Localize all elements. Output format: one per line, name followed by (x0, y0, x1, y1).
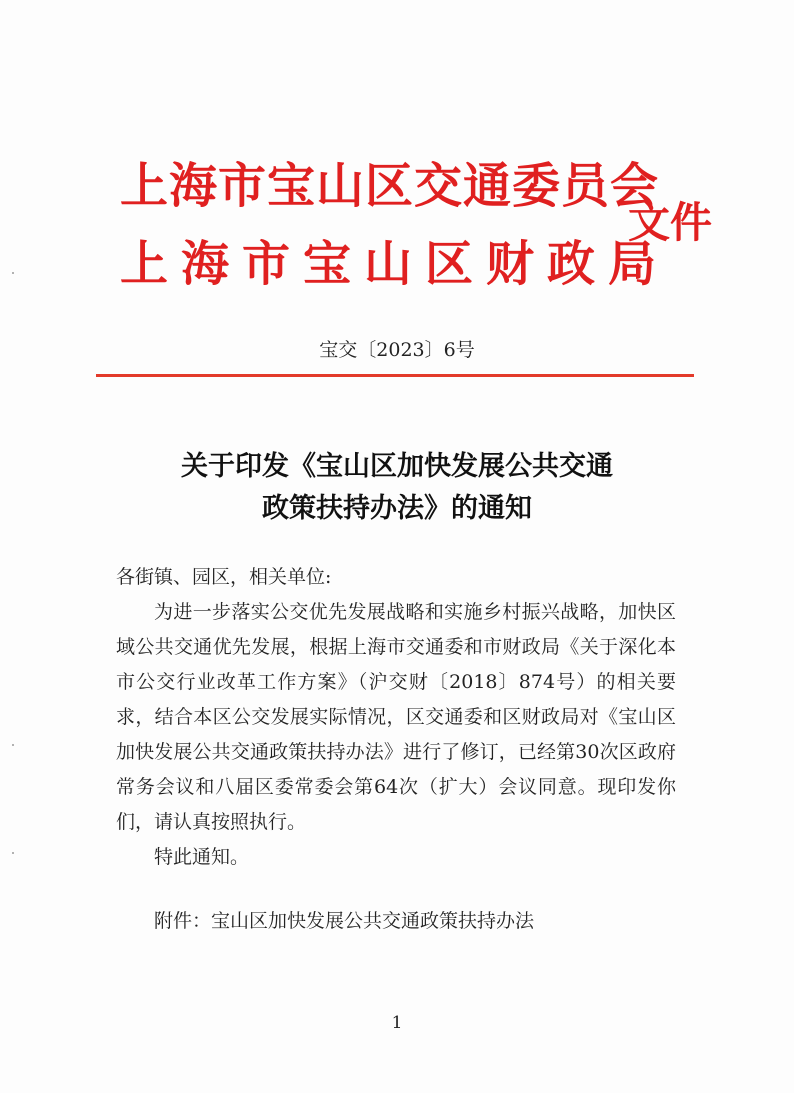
issuer-name-finance-bureau: 上海市宝山区财政局 (120, 236, 670, 292)
attachment-line: 附件：宝山区加快发展公共交通政策扶持办法 (154, 910, 535, 932)
document-number: 宝交〔2023〕6号 (319, 339, 475, 361)
document-title (0, 446, 794, 530)
red-header-divider (96, 374, 694, 377)
document-type-suffix: 文件 (628, 198, 713, 247)
body-paragraph: 为进一步落实公交优先发展战略和实施乡村振兴战略，加快区域公共交通优先发展，根据上海市交通委和市财政局《关于深化本市公交行业改革工作方案》（沪交财〔2018〕874号）的相关要求，结合本区公交发展实际情况，区交通委和区财政局对《宝山区加快发展公共交通政策扶持办法》进行了修订，已经第30次区政府常务会议和八届区委常委会第64次（扩大）会议同意。现印发你们，请认真按照执行。 (116, 601, 676, 833)
closing-remark: 特此通知。 (154, 846, 250, 868)
scan-speck (12, 744, 14, 746)
scan-speck (12, 852, 14, 854)
page-number: 1 (391, 1013, 403, 1033)
title-line-1: 关于印发《宝山区加快发展公共交通 (181, 451, 613, 482)
scan-speck (12, 272, 14, 274)
salutation: 各街镇、园区，相关单位: (116, 566, 332, 588)
issuer-name-transport-committee: 上海市宝山区交通委员会 (120, 158, 660, 214)
issuing-authority-header (120, 150, 720, 310)
document-body (116, 560, 676, 939)
title-line-2: 政策扶持办法》的通知 (262, 493, 532, 524)
